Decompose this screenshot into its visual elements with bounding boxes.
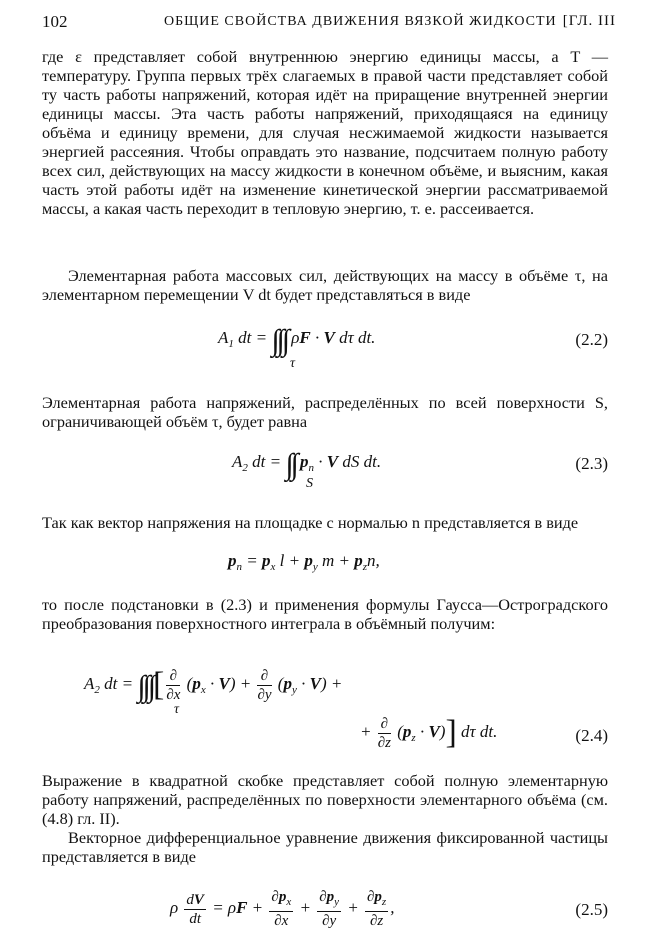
paragraph-3: Элементарная работа напряжений, распределённых по всей поверхности S, ограничивающей объём τ, будет равна [42, 393, 608, 431]
equation-2-4: $A_2$ dt = ∫∫∫[ ∂ ∂x $(p_x \cdot V)$ + ∂ ∂y $(p_y \cdot V)$ + τ + ∂ ∂z $(p_z \cdot V)$] dτ dt. (2.4) [84, 666, 608, 751]
eq2-3-number: (2.3) [575, 454, 608, 473]
equation-2-5: ρ $\frac{dV}{dt}$ = ρF + $\frac{\partial p_x}{\partial x}$ + $\frac{\partial p_y}{\partial y}$ + $\frac{\partial p_z}{\partial z}$ , (2.5) [170, 889, 608, 929]
paragraph-4: Так как вектор напряжения на площадке с нормалью n представляется в виде [42, 513, 579, 532]
equation-2-2: $A_1$ dt = ∫∫∫ ρF · V dτ dt. τ (2.2) [218, 324, 608, 371]
paragraph-1: где ε представляет собой внутреннюю энергию единицы массы, а T — температуру. Группа первых трёх слагаемых в правой части представляет собой ту часть работы напряжений, которая идёт на приращение внутренней энергии единицы массы. Эта часть работы напряжений, приходящаяся на единицу объёма и единицу времени, для случая несжимаемой жидкости называется энергией рассеяния. Чтобы оправдать это название, подсчитаем полную работу всех сил, действующих на массу жидкости в конечном объёме, и выясним, какая часть этой работы идёт на изменение кинетической энергии рассматриваемой массы, а какая часть переходит в тепловую энергию, т. е. рассеивается. [42, 47, 608, 218]
eq2-4-limit: τ [174, 702, 180, 717]
paragraph-7: Векторное дифференциальное уравнение движения фиксированной частицы представляется в виде [42, 828, 608, 866]
paragraph-5: то после подстановки в (2.3) и применения формулы Гаусса—Остроградского преобразования поверхностного интеграла в объёмный получим: [42, 595, 608, 633]
chapter-label: [ГЛ. III [562, 13, 616, 29]
running-title: ОБЩИЕ СВОЙСТВА ДВИЖЕНИЯ ВЯЗКОЙ ЖИДКОСТИ [164, 14, 557, 29]
equation-pn: $p_n = p_x$ $l + p_y$ $m + p_zn$, [228, 551, 380, 573]
eq2-4-number: (2.4) [575, 726, 608, 745]
page-number: 102 [42, 12, 68, 31]
eq2-2-number: (2.2) [575, 330, 608, 349]
eq2-3-limit: S [306, 476, 313, 491]
equation-2-3: $A_2$ dt = ∫∫ $p_n \cdot V$ dS dt. S (2.3) [232, 448, 608, 491]
paragraph-2: Элементарная работа массовых сил, действующих на массу в объёме τ, на элементарном перемещении V dt будет представляться в виде [42, 266, 608, 304]
eq2-2-limit: τ [290, 356, 296, 371]
eq2-5-number: (2.5) [575, 900, 608, 919]
page-header [42, 12, 616, 36]
paragraph-6: Выражение в квадратной скобке представляет собой полную элементарную работу напряжений, распределённых по поверхности элементарного объёма (см. (4.8) гл. II). [42, 771, 608, 828]
